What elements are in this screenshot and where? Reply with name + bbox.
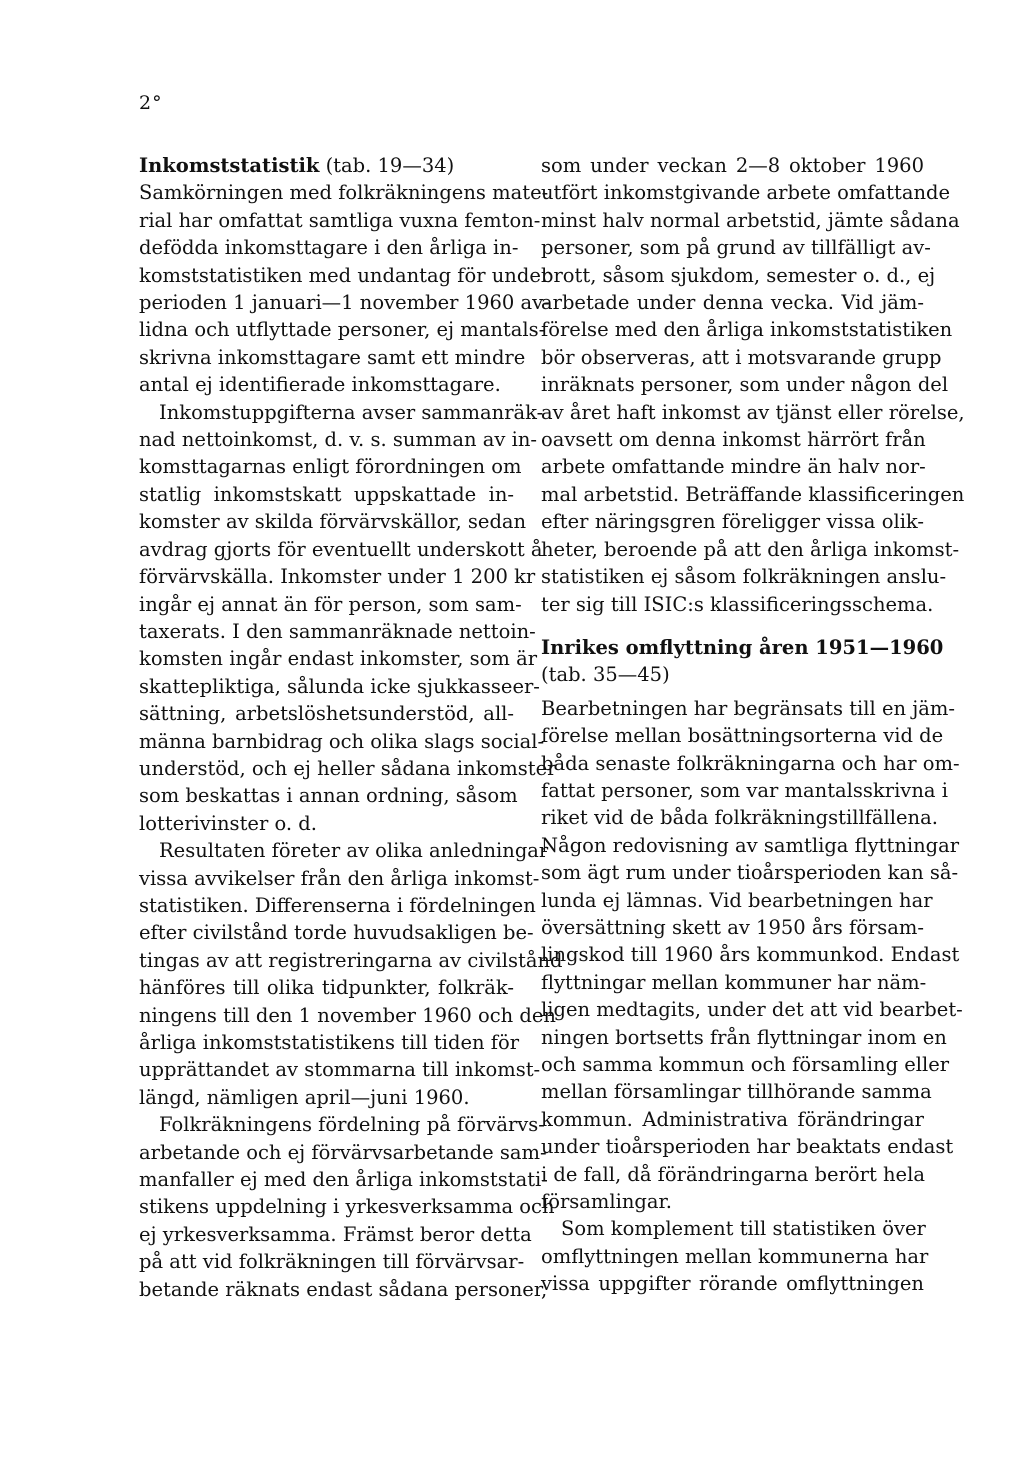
paragraph-line: tingas av att registreringarna av civilstånd: [139, 948, 563, 972]
paragraph-line: stikens uppdelning i yrkesverksamma och: [139, 1195, 555, 1219]
paragraph-line: komsttagarnas enligt förordningen om: [139, 455, 522, 479]
paragraph-line: skattepliktiga, sålunda icke sjukkasseer-: [139, 674, 540, 698]
paragraph-line: församlingar.: [541, 1190, 672, 1214]
paragraph-line: mellan församlingar tillhörande samma: [541, 1080, 932, 1104]
paragraph-line: och samma kommun och församling eller: [541, 1053, 950, 1076]
paragraph-line: taxerats. I den sammanräknade nettoin-: [139, 619, 536, 643]
paragraph-line: lunda ej lämnas. Vid bearbetningen har: [541, 888, 933, 912]
paragraph-line: som under veckan 2—8 oktober 1960: [541, 154, 924, 177]
paragraph-line: förelse mellan bosättningsorterna vid de: [541, 724, 944, 748]
paragraph-line: hänföres till olika tidpunkter, folkräk-: [139, 976, 514, 1000]
paragraph-line: lingskod till 1960 års kommunkod. Endast: [541, 943, 960, 967]
paragraph-line: Bearbetningen har begränsats till en jäm-: [541, 696, 955, 720]
heading-bold-part: Inkomststatistik: [139, 154, 320, 177]
paragraph-line: bör observeras, att i motsvarande grupp: [541, 345, 942, 369]
paragraph-line: årliga inkomststatistikens till tiden för: [139, 1031, 520, 1054]
paragraph-line: Resultaten företer av olika anledningar: [159, 839, 549, 863]
left-text-column: [139, 152, 563, 1303]
paragraph-line: ligen medtagits, under det att vid bearbet-: [541, 998, 963, 1022]
paragraph-line: komsten ingår endast inkomster, som är: [139, 647, 538, 671]
paragraph-line: lotterivinster o. d.: [139, 811, 317, 835]
paragraph-line: vissa uppgifter rörande omflyttningen: [541, 1272, 924, 1296]
paragraph-line: statlig inkomstskatt uppskattade in-: [139, 482, 514, 506]
paragraph-line: förvärvskälla. Inkomster under 1 200 kr: [139, 565, 536, 589]
paragraph-line: ningen bortsetts från flyttningar inom en: [541, 1025, 947, 1049]
paragraph-line: avdrag gjorts för eventuellt underskott å: [139, 537, 543, 561]
paragraph-line: heter, beroende på att den årliga inkomst-: [541, 537, 960, 561]
section-heading-income-statistics: [139, 152, 514, 179]
paragraph-line: brott, såsom sjukdom, semester o. d., ej: [541, 263, 936, 287]
paragraph-line: arbetade under denna vecka. Vid jäm-: [541, 291, 924, 315]
paragraph-line: sättning, arbetslöshetsunderstöd, all-: [139, 702, 514, 726]
paragraph-line: mal arbetstid. Beträffande klassificeringen: [541, 482, 965, 506]
paragraph-line: Någon redovisning av samtliga flyttningar: [541, 833, 960, 857]
section-spacer: [541, 618, 924, 634]
paragraph-line: Samkörningen med folkräkningens mate-: [139, 181, 549, 205]
paragraph-line: båda senaste folkräkningarna och har om-: [541, 751, 960, 775]
section-heading-table-ref: (tab. 35—45): [541, 663, 670, 687]
paragraph-line: fattat personer, som var mantalsskrivna i: [541, 778, 948, 802]
paragraph-line: rial har omfattat samtliga vuxna femton-: [139, 208, 541, 232]
paragraph-line: omflyttningen mellan kommunerna har: [541, 1244, 929, 1268]
paragraph-line: komststatistiken med undantag för under: [139, 263, 551, 287]
right-text-column: [541, 152, 965, 1298]
paragraph-line: inräknats personer, som under någon del: [541, 373, 949, 397]
paragraph-line: i de fall, då förändringarna berört hela: [541, 1162, 925, 1186]
section-heading-internal-migration: Inrikes omflyttning åren 1951—1960: [541, 635, 944, 659]
paragraph-line: flyttningar mellan kommuner har näm-: [541, 970, 927, 994]
paragraph-line: manfaller ej med den årliga inkomststati-: [139, 1168, 548, 1192]
paragraph-line: nad nettoinkomst, d. v. s. summan av in-: [139, 428, 537, 452]
paragraph-line: arbetande och ej förvärvsarbetande sam-: [139, 1140, 547, 1164]
paragraph-line: under tioårsperioden har beaktats endast: [541, 1135, 954, 1159]
paragraph-line: ter sig till ISIC:s klassificeringsschema.: [541, 592, 934, 616]
heading-table-ref: (tab. 19—34): [325, 154, 455, 177]
paragraph-line: ej yrkesverksamma. Främst beror detta: [139, 1222, 532, 1246]
paragraph-line: ingår ej annat än för person, som sam-: [139, 592, 522, 616]
paragraph-line: personer, som på grund av tillfälligt av-: [541, 236, 931, 260]
paragraph-line: efter näringsgren föreligger vissa olik-: [541, 510, 924, 534]
paragraph-line: utfört inkomstgivande arbete omfattande: [541, 181, 951, 205]
paragraph-line: som beskattas i annan ordning, såsom: [139, 784, 518, 808]
paragraph-line: vissa avvikelser från den årliga inkomst-: [139, 866, 540, 890]
paragraph-line: minst halv normal arbetstid, jämte sådana: [541, 208, 960, 232]
paragraph-line: riket vid de båda folkräkningstillfällena.: [541, 806, 938, 830]
page-number: 2°: [139, 92, 163, 114]
paragraph-line: ningens till den 1 november 1960 och den: [139, 1003, 556, 1027]
paragraph-line: antal ej identifierade inkomsttagare.: [139, 373, 501, 397]
paragraph-line: Som komplement till statistiken över: [561, 1217, 926, 1241]
paragraph-line: efter civilstånd torde huvudsakligen be-: [139, 921, 534, 945]
paragraph-line: männa barnbidrag och olika slags social-: [139, 729, 545, 753]
paragraph-line: oavsett om denna inkomst härrört från: [541, 428, 926, 452]
paragraph-line: förelse med den årliga inkomststatistiken: [541, 318, 953, 342]
paragraph-line: på att vid folkräkningen till förvärvsar-: [139, 1250, 525, 1274]
paragraph-line: kommun. Administrativa förändringar: [541, 1107, 924, 1131]
paragraph-line: arbete omfattande mindre än halv nor-: [541, 455, 926, 479]
paragraph-line: understöd, och ej heller sådana inkomster: [139, 756, 557, 780]
paragraph-line: defödda inkomsttagare i den årliga in-: [139, 236, 519, 260]
paragraph-line: betande räknats endast sådana personer,: [139, 1277, 548, 1301]
paragraph-line: av året haft inkomst av tjänst eller rörelse,: [541, 400, 965, 424]
paragraph-line: översättning skett av 1950 års försam-: [541, 915, 925, 939]
paragraph-line: statistiken ej såsom folkräkningen anslu-: [541, 565, 947, 589]
paragraph-line: Folkräkningens fördelning på förvärvs-: [159, 1113, 545, 1137]
paragraph-line: lidna och utflyttade personer, ej mantals-: [139, 318, 546, 342]
paragraph-line: skrivna inkomsttagare samt ett mindre: [139, 345, 526, 369]
paragraph-line: statistiken. Differenserna i fördelningen: [139, 893, 536, 917]
paragraph-line: perioden 1 januari—1 november 1960 av-: [139, 291, 550, 315]
paragraph-line: som ägt rum under tioårsperioden kan så-: [541, 861, 959, 885]
paragraph-line: längd, nämligen april—juni 1960.: [139, 1085, 470, 1109]
paragraph-line: upprättandet av stommarna till inkomst-: [139, 1058, 541, 1082]
paragraph-line: Inkomstuppgifterna avser sammanräk-: [159, 400, 544, 424]
paragraph-line: komster av skilda förvärvskällor, sedan: [139, 510, 527, 534]
